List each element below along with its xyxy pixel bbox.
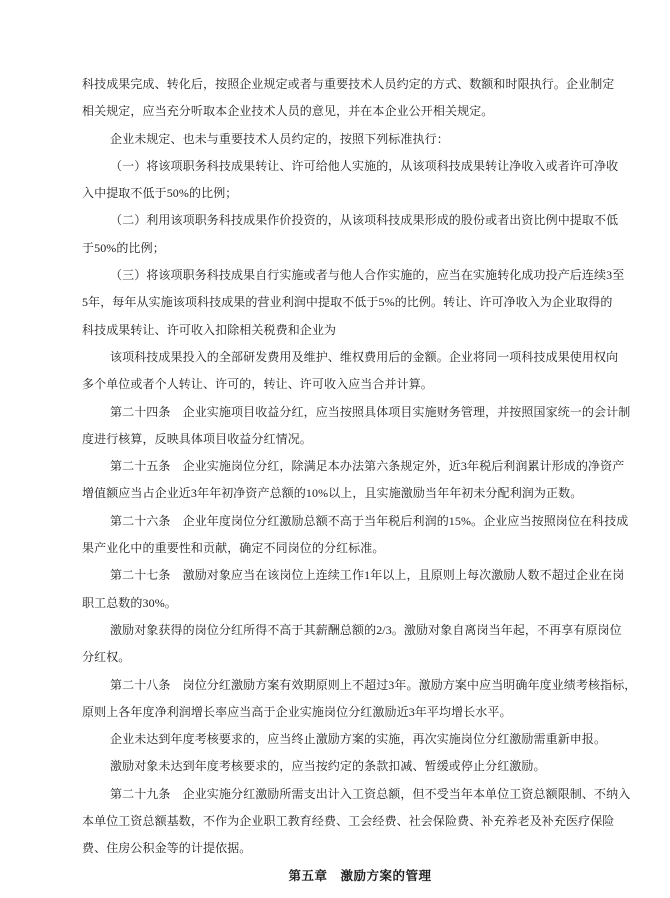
paragraph-line: 第二十九条 企业实施分红激励所需支出计入工资总额，但不受当年本单位工资总额限制、不纳入 <box>110 786 631 801</box>
paragraph-line: （三）将该项职务科技成果自行实施或者与他人合作实施的，应当在实施转化成功投产后连续3至 <box>110 268 625 283</box>
paragraph-line: 激励对象未达到年度考核要求的，应当按约定的条款扣减、暂缓或停止分红激励。 <box>110 759 546 774</box>
paragraph-line: 相关规定，应当充分听取本企业技术人员的意见，并在本企业公开相关规定。 <box>82 104 494 119</box>
paragraph-line: 入中提取不低于50%的比例； <box>82 186 238 201</box>
paragraph-line: 第二十五条 企业实施岗位分红，除满足本办法第六条规定外，近3年税后利润累计形成的净资产 <box>110 459 625 474</box>
paragraph-line: 企业未规定、也未与重要技术人员约定的，按照下列标准执行： <box>110 131 449 146</box>
paragraph-line: 多个单位或者个人转让、许可的，转让、许可收入应当合并计算。 <box>82 377 433 392</box>
paragraph-line: （二）利用该项职务科技成果作价投资的，从该项科技成果形成的股份或者出资比例中提取不低 <box>110 213 619 228</box>
paragraph-line: 本单位工资总额基数，不作为企业职工教育经费、工会经费、社会保险费、补充养老及补充医疗保险 <box>82 814 615 829</box>
paragraph-line: 费、住房公积金等的计提依据。 <box>82 841 252 856</box>
paragraph-line: 度进行核算，反映具体项目收益分红情况。 <box>82 431 312 446</box>
paragraph-line: 第二十七条 激励对象应当在该岗位上连续工作1年以上，且原则上每次激励人数不超过企业在岗 <box>110 568 625 583</box>
paragraph-line: 职工总数的30%。 <box>82 595 177 610</box>
document-body <box>82 71 638 890</box>
chapter-heading: 第五章 激励方案的管理 <box>288 868 432 883</box>
paragraph-line: 企业未达到年度考核要求的，应当终止激励方案的实施，再次实施岗位分红激励需重新申报。 <box>110 732 607 747</box>
paragraph-line: 果产业化中的重要性和贡献，确定不同岗位的分红标准。 <box>82 541 385 556</box>
paragraph-line: 科技成果完成、转化后，按照企业规定或者与重要技术人员约定的方式、数额和时限执行。企业制定 <box>82 77 615 91</box>
paragraph-line: 第二十六条 企业年度岗位分红激励总额不高于当年税后利润的15%。企业应当按照岗位在科技成 <box>110 513 629 528</box>
paragraph-line: 科技成果转让、许可收入扣除相关税费和企业为 <box>82 322 337 337</box>
paragraph-line: 第二十四条 企业实施项目收益分红，应当按照具体项目实施财务管理，并按照国家统一的会计制 <box>110 404 631 419</box>
paragraph-line: 激励对象获得的岗位分红所得不高于其薪酬总额的2/3。激励对象自离岗当年起，不再享有原岗位 <box>110 622 622 637</box>
paragraph-line: 于50%的比例； <box>82 240 165 255</box>
paragraph-line: 该项科技成果投入的全部研发费用及维护、维权费用后的金额。企业将同一项科技成果使用权向 <box>110 349 619 364</box>
paragraph-line: 5年，每年从实施该项科技成果的营业利润中提取不低于5%的比例。转让、许可净收入为企业取得的 <box>82 295 613 310</box>
paragraph-line: （一）将该项职务科技成果转让、许可给他人实施的，从该项科技成果转让净收入或者许可净收 <box>110 158 619 173</box>
paragraph-line: 分红权。 <box>82 650 131 665</box>
paragraph-line: 增值额应当占企业近3年年初净资产总额的10%以上，且实施激励当年年初未分配利润为正数。 <box>82 486 583 501</box>
paragraph-line: 第二十八条 岗位分红激励方案有效期原则上不超过3年。激励方案中应当明确年度业绩考核指标， <box>110 677 637 692</box>
paragraph-line: 原则上各年度净利润增长率应当高于企业实施岗位分红激励近3年平均增长水平。 <box>82 704 512 719</box>
